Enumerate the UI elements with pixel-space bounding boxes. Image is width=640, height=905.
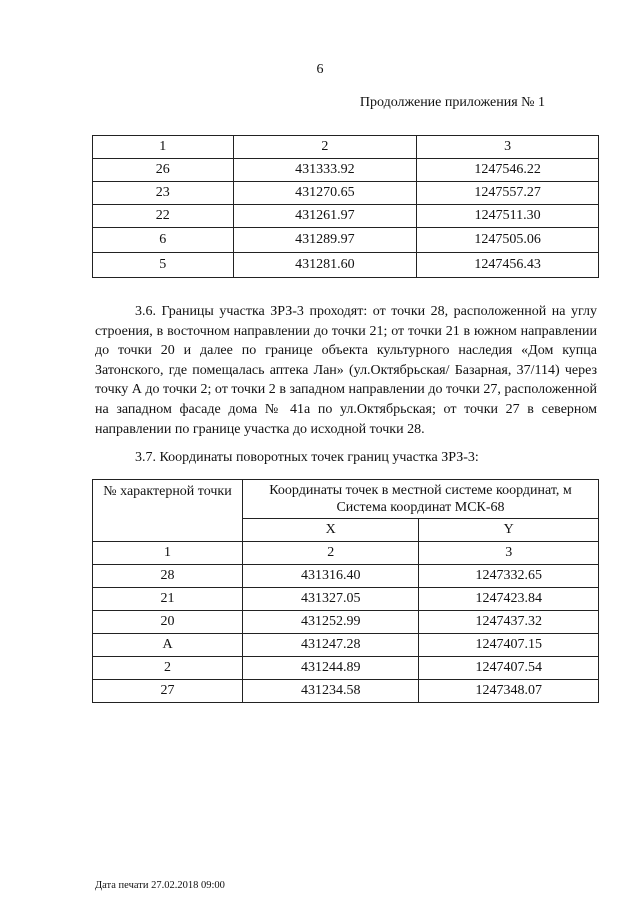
y-coordinate-cell: 1247348.07 [419,680,599,703]
table-row [93,205,599,228]
x-coordinate-cell: 431281.60 [233,253,417,278]
x-coordinate-cell: 431289.97 [233,228,417,253]
appendix-continuation-note: Продолжение приложения № 1 [359,95,545,110]
y-coordinate-cell: 1247437.32 [419,611,599,634]
header-cell: 3 [417,136,599,159]
section-3-6-paragraph [95,302,597,439]
table-row [93,565,599,588]
y-coordinate-cell: 1247423.84 [419,588,599,611]
point-number-cell: 6 [93,228,234,253]
section-3-7-paragraph [95,448,597,468]
table-row [93,253,599,278]
table-row [93,680,599,703]
point-number-cell: 26 [93,159,234,182]
numbering-cell: 3 [419,542,599,565]
header-cell: 2 [233,136,417,159]
table-row [93,657,599,680]
point-number-cell: А [93,634,243,657]
x-coordinate-cell: 431327.05 [243,588,419,611]
table-row [93,611,599,634]
y-coordinate-cell: 1247511.30 [417,205,599,228]
coordinates-table-continued [92,135,599,278]
section-3-6-text: 3.6. Границы участка ЗРЗ-3 проходят: от точки 28, расположенной на углу строения, в восточном направлении до точки 21; от точки 21 в южном направлении до точки 20 и далее по границе объекта культурного наследия «Дом купца Затонского, где помещалась аптека Лан» (ул.Октябрьская/ Базарная, 37/114) через точку А до точки 2; от точки 2 в западном направлении до точки 27, расположенной на западном фасаде дома № 41а по ул.Октябрьская; от точки 27 в северном направлении по границе участка до исходной точки 28. [95,304,597,437]
numbering-cell: 2 [243,542,419,565]
table-row [93,159,599,182]
y-coordinate-cell: 1247407.15 [419,634,599,657]
x-coordinate-cell: 431252.99 [243,611,419,634]
print-date-footer: Дата печати 27.02.2018 09:00 [95,880,225,891]
point-number-cell: 2 [93,657,243,680]
x-column-header: X [243,519,419,542]
point-number-cell: 22 [93,205,234,228]
point-number-cell: 20 [93,611,243,634]
header-cell: 1 [93,136,234,159]
table-row [93,634,599,657]
y-column-header: Y [419,519,599,542]
x-coordinate-cell: 431261.97 [233,205,417,228]
table-header-row [93,480,599,519]
y-coordinate-cell: 1247456.43 [417,253,599,278]
table-row [93,588,599,611]
point-number-cell: 5 [93,253,234,278]
point-number-header: № характерной точки [93,480,243,542]
y-coordinate-cell: 1247505.06 [417,228,599,253]
point-number-cell: 28 [93,565,243,588]
coordinates-header-line2: Система координат МСК-68 [336,500,505,515]
table-numbering-row [93,542,599,565]
x-coordinate-cell: 431244.89 [243,657,419,680]
table-header-row [93,136,599,159]
point-number-cell: 21 [93,588,243,611]
x-coordinate-cell: 431270.65 [233,182,417,205]
section-3-7-text: 3.7. Координаты поворотных точек границ участка ЗРЗ-3: [135,450,479,465]
coordinates-header-line1: Координаты точек в местной системе координат, м [269,483,572,498]
point-number-cell: 27 [93,680,243,703]
y-coordinate-cell: 1247332.65 [419,565,599,588]
y-coordinate-cell: 1247407.54 [419,657,599,680]
coordinates-system-header [243,480,599,519]
page-number: 6 [316,62,324,77]
table-row [93,228,599,253]
point-number-cell: 23 [93,182,234,205]
x-coordinate-cell: 431247.28 [243,634,419,657]
x-coordinate-cell: 431234.58 [243,680,419,703]
x-coordinate-cell: 431316.40 [243,565,419,588]
x-coordinate-cell: 431333.92 [233,159,417,182]
y-coordinate-cell: 1247557.27 [417,182,599,205]
numbering-cell: 1 [93,542,243,565]
table-row [93,182,599,205]
y-coordinate-cell: 1247546.22 [417,159,599,182]
zrz3-coordinates-table [92,479,599,703]
